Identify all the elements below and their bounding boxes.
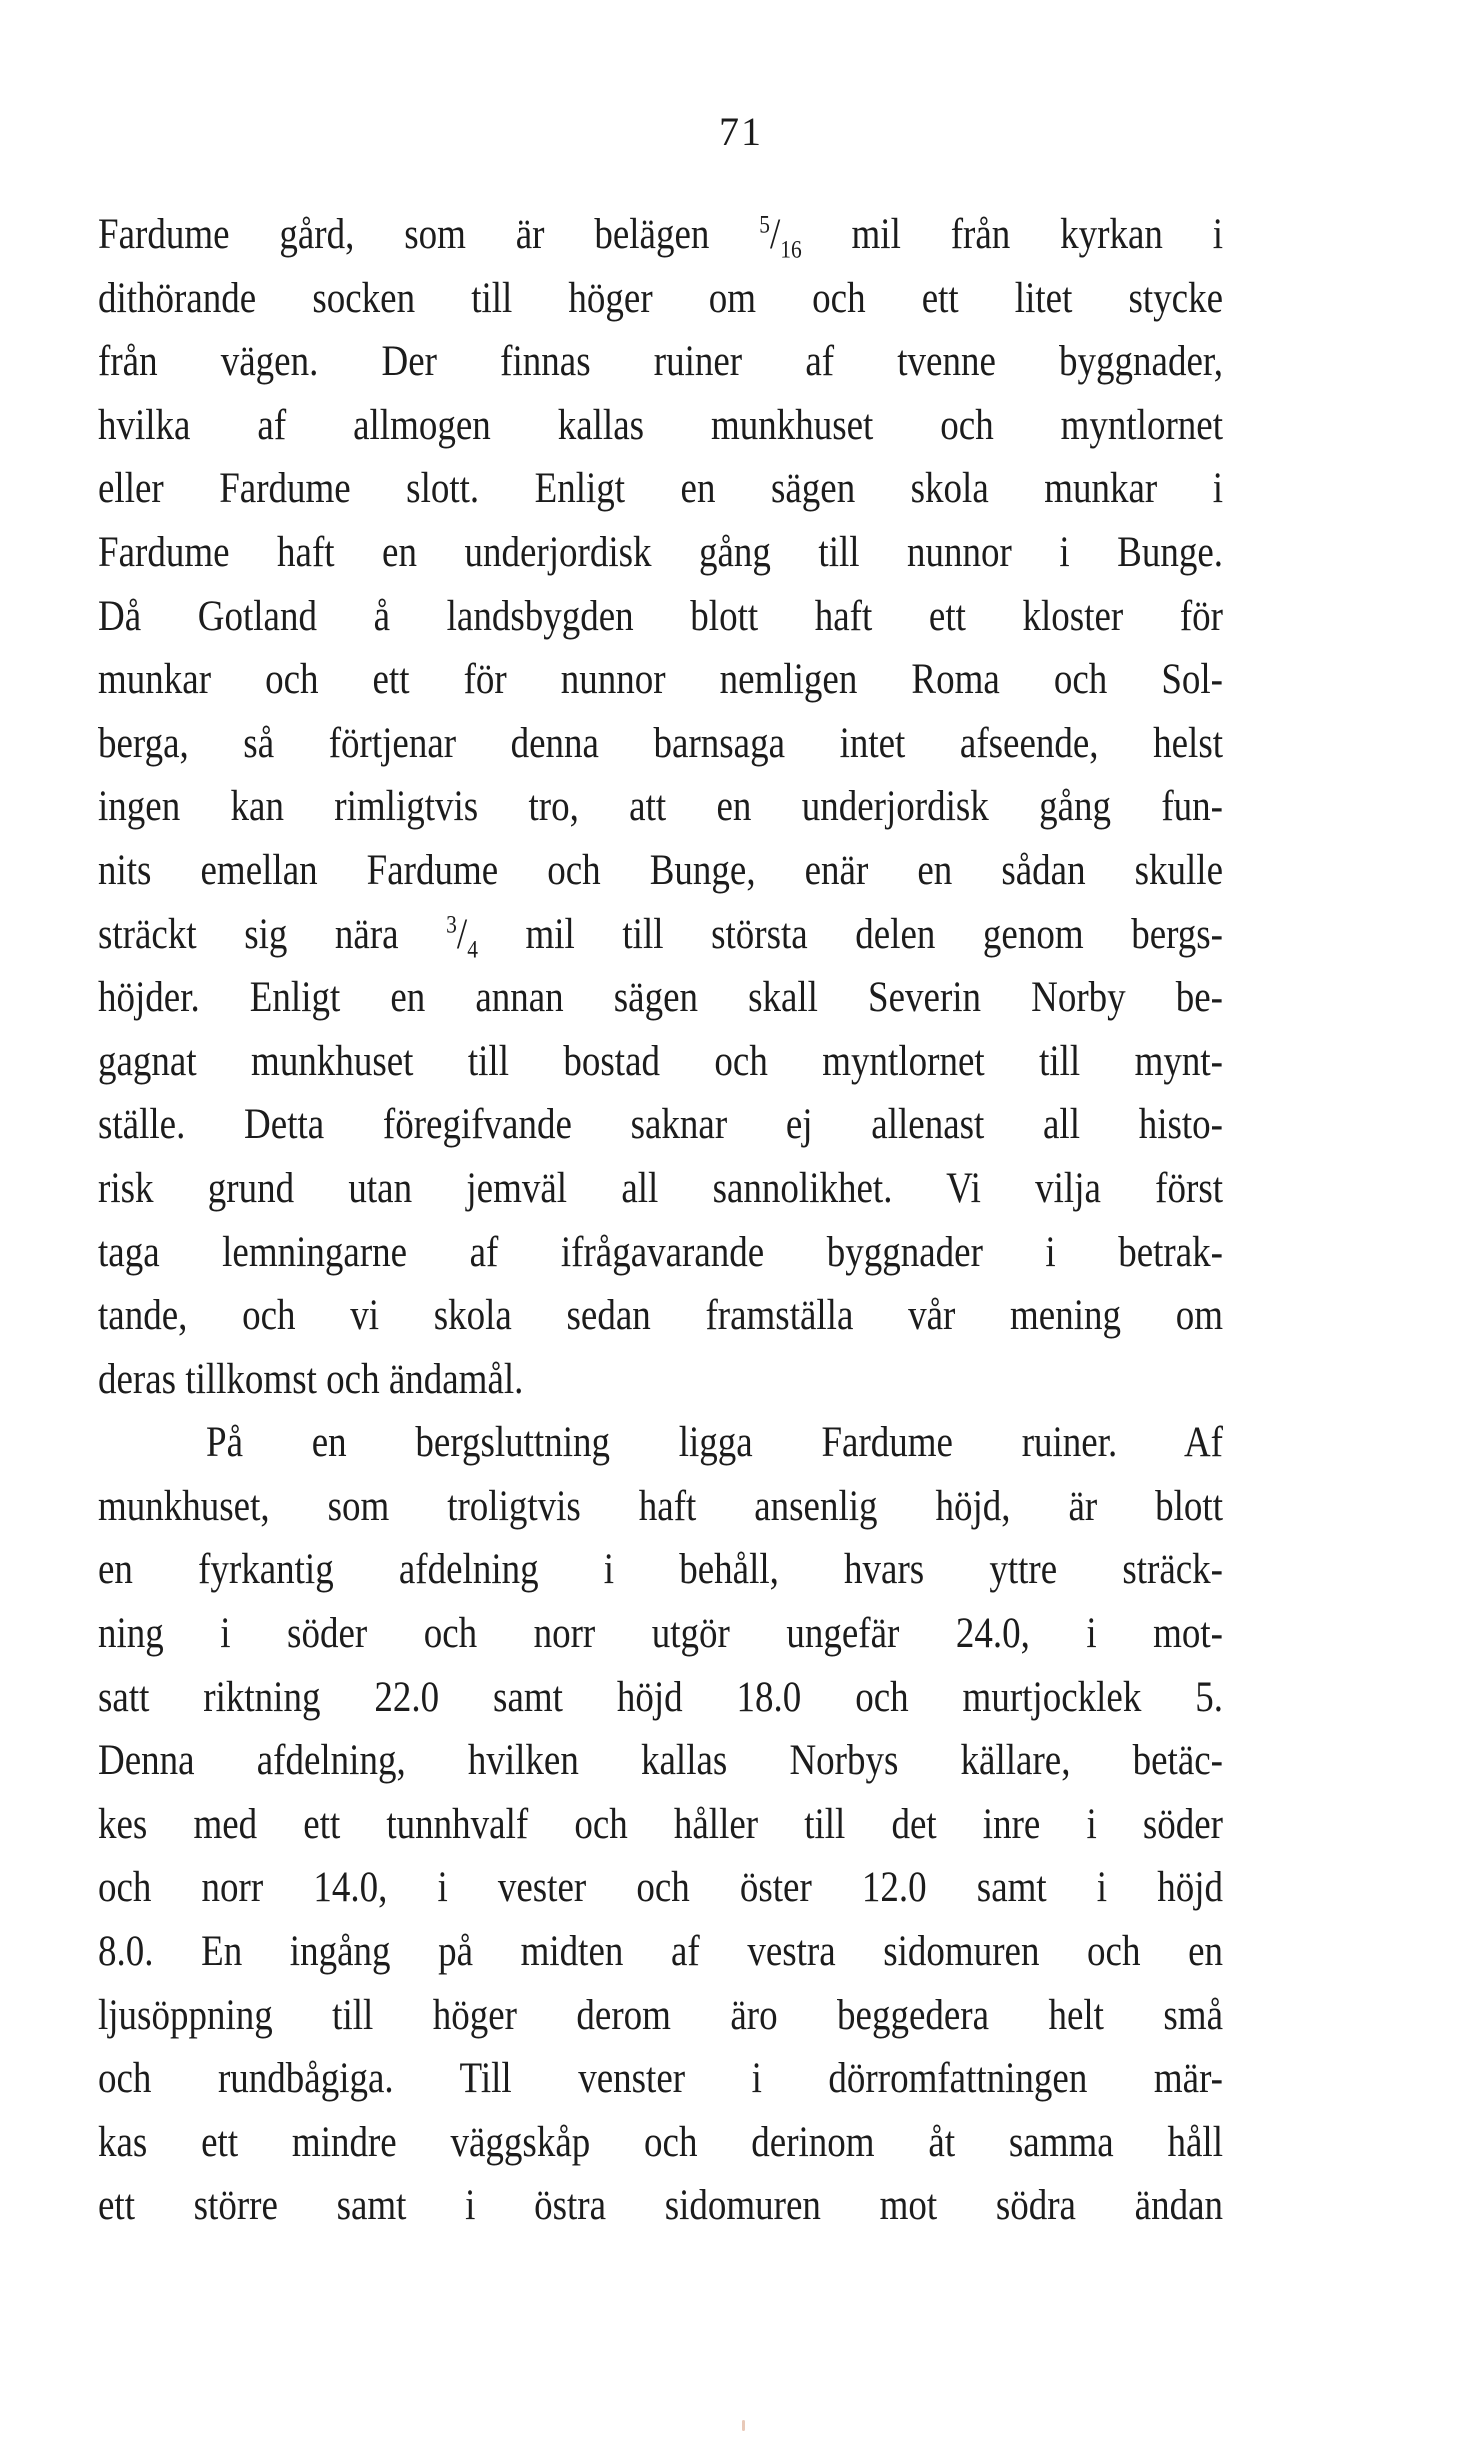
text-line: deras tillkomst och ändamål. bbox=[98, 1355, 524, 1403]
text-line: ställe. Detta föregifvande saknar ej allenast all histo- bbox=[98, 1100, 1223, 1149]
text-line: ett större samt i östra sidomuren mot södra ändan bbox=[98, 2182, 1223, 2230]
text-line: och rundbågiga. Till venster i dörromfattningen mär- bbox=[98, 2054, 1223, 2103]
fraction-numerator: 5 bbox=[759, 210, 770, 239]
line-text: sträckt sig nära bbox=[98, 910, 447, 958]
text-line bbox=[98, 198, 1223, 272]
fraction-denominator: 16 bbox=[780, 235, 802, 264]
line-text: Fardume gård, som är belägen bbox=[98, 210, 760, 259]
text-line: munkhuset, som troligtvis haft ansenlig höjd, är blott bbox=[98, 1482, 1223, 1531]
fraction-slash: / bbox=[769, 210, 781, 259]
text-line: ljusöppning till höger derom äro beggedera helt små bbox=[98, 1991, 1223, 2039]
text-line: från vägen. Der finnas ruiner af tvenne byggnader, bbox=[98, 337, 1223, 386]
text-line: ingen kan rimligtvis tro, att en underjordisk gång fun- bbox=[98, 783, 1223, 831]
text-line: munkar och ett för nunnor nemligen Roma och Sol- bbox=[98, 655, 1223, 704]
text-line: Denna afdelning, hvilken kallas Norbys källare, betäc- bbox=[98, 1736, 1223, 1785]
text-line: kas ett mindre väggskåp och derinom åt samma håll bbox=[98, 2118, 1223, 2167]
line-text: mil från kyrkan i bbox=[801, 210, 1223, 259]
text-line: 8.0. En ingång på midten af vestra sidomuren och en bbox=[98, 1927, 1223, 1976]
text-line: och norr 14.0, i vester och öster 12.0 samt i höjd bbox=[98, 1864, 1223, 1912]
text-line: Då Gotland å landsbygden blott haft ett kloster för bbox=[98, 592, 1223, 640]
text-line: På en bergsluttning ligga Fardume ruiner. Af bbox=[206, 1418, 1223, 1467]
paper-speck bbox=[742, 2420, 745, 2431]
text-line: taga lemningarne af ifrågavarande byggnader i betrak- bbox=[98, 1228, 1223, 1276]
text-line: berga, så förtjenar denna barnsaga intet afseende, helst bbox=[98, 719, 1223, 767]
text-line: tande, och vi skola sedan framställa vår mening om bbox=[98, 1291, 1223, 1340]
fraction-slash: / bbox=[456, 910, 468, 958]
text-line: risk grund utan jemväl all sannolikhet. Vi vilja först bbox=[98, 1164, 1223, 1213]
text-line: en fyrkantig afdelning i behåll, hvars yttre sträck- bbox=[98, 1546, 1223, 1594]
text-line: hvilka af allmogen kallas munkhuset och myntlornet bbox=[98, 401, 1223, 450]
text-line: eller Fardume slott. Enligt en sägen skola munkar i bbox=[98, 465, 1223, 513]
text-line: ning i söder och norr utgör ungefär 24.0, i mot- bbox=[98, 1609, 1223, 1658]
text-line: Fardume haft en underjordisk gång till nunnor i Bunge. bbox=[98, 528, 1223, 577]
text-line: kes med ett tunnhvalf och håller till det inre i söder bbox=[98, 1800, 1223, 1849]
text-line: satt riktning 22.0 samt höjd 18.0 och murtjocklek 5. bbox=[98, 1673, 1223, 1721]
text-line: gagnat munkhuset till bostad och myntlornet till mynt- bbox=[98, 1037, 1223, 1085]
fraction bbox=[446, 909, 478, 963]
fraction-numerator: 3 bbox=[446, 909, 457, 938]
fraction bbox=[759, 210, 802, 264]
page-number: 71 bbox=[719, 109, 763, 154]
fraction-denominator: 4 bbox=[467, 935, 478, 963]
text-line: nits emellan Fardume och Bunge, enär en sådan skulle bbox=[98, 846, 1223, 895]
text-line: höjder. Enligt en annan sägen skall Severin Norby be- bbox=[98, 973, 1223, 1022]
body-text bbox=[98, 203, 1223, 2238]
text-line: dithörande socken till höger om och ett litet stycke bbox=[98, 274, 1223, 322]
line-text: mil till största delen genom bergs- bbox=[477, 910, 1223, 958]
